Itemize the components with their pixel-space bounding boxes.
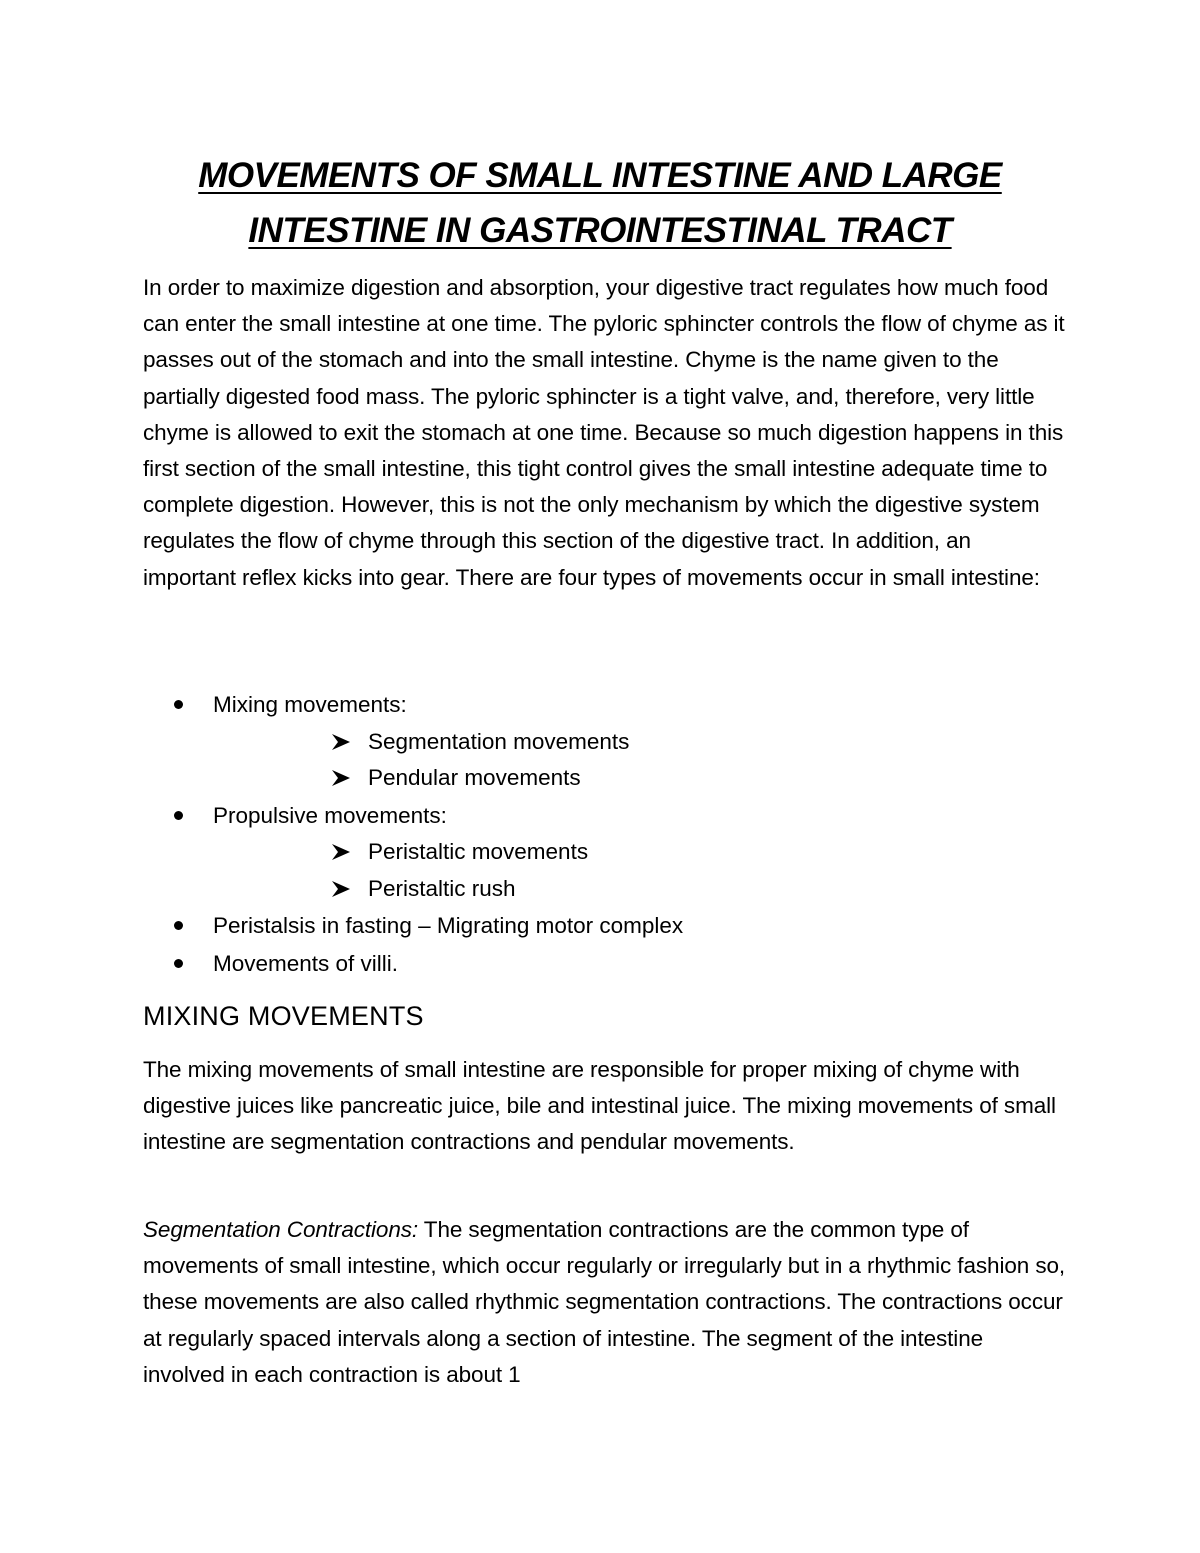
arrowhead-bullet-icon (330, 880, 352, 898)
page-title (120, 148, 1080, 258)
sub-list-item (0, 724, 1200, 761)
sub-list-item-text: Peristaltic rush (368, 875, 516, 901)
sub-list-item-text: Segmentation movements (368, 728, 630, 754)
segmentation-paragraph (143, 1212, 1068, 1393)
list-item-text: Movements of villi. (213, 950, 399, 976)
bullet-icon (174, 959, 183, 968)
bullet-icon (174, 700, 183, 709)
list-item (0, 945, 1200, 983)
title-line-1: MOVEMENTS OF SMALL INTESTINE AND LARGE (198, 156, 1002, 195)
sub-list-item-text: Pendular movements (368, 765, 581, 790)
list-item-text: Peristalsis in fasting – Migrating motor complex (213, 913, 684, 938)
title-line-2: INTESTINE IN GASTROINTESTINAL TRACT (248, 211, 952, 250)
arrowhead-bullet-icon (330, 843, 352, 861)
list-item-text: Propulsive movements: (213, 802, 447, 828)
bullet-icon (174, 921, 183, 930)
list-item (0, 797, 1200, 835)
arrowhead-bullet-icon (330, 769, 352, 787)
movement-types-list (0, 686, 1200, 982)
intro-paragraph: In order to maximize digestion and absorption, your digestive tract regulates how much food can enter the small intestine at one time. The pyloric sphincter controls the flow of chyme as it passes out of the stomach and into the small intestine. Chyme is the name given to the partially digested food mass. The pyloric sphincter is a tight valve, and, therefore, very little chyme is allowed to exit the stomach at one time. Because so much digestion happens in this first section of the small intestine, this tight control gives the small intestine adequate time to complete digestion. However, this is not the only mechanism by which the digestive system regulates the flow of chyme through this section of the digestive tract. In addition, an important reflex kicks into gear. There are four types of movements occur in small intestine: (143, 275, 1065, 590)
list-item (0, 907, 1200, 945)
sub-list-item (0, 760, 1200, 797)
list-item (0, 686, 1200, 724)
segmentation-text: The segmentation contractions are the common type of movements of small intestine, which occur regularly or irregularly but in a rhythmic fashion so, these movements are also called rhythmic segmentation contractions. The contractions occur at regularly spaced intervals along a section of intestine. The segment of the intestine involved in each contraction is about 1 (143, 1217, 1066, 1387)
sub-list-item (0, 871, 1200, 908)
sub-list-item (0, 834, 1200, 871)
segmentation-label: Segmentation Contractions: (143, 1217, 419, 1242)
mixing-movements-paragraph: The mixing movements of small intestine are responsible for proper mixing of chyme with digestive juices like pancreatic juice, bile and intestinal juice. The mixing movements of small intestine are segmentation contractions and pendular movements. (143, 1057, 1056, 1155)
bullet-icon (174, 811, 183, 820)
list-item-text: Mixing movements: (213, 692, 407, 717)
arrowhead-bullet-icon (330, 733, 352, 751)
sub-list-item-text: Peristaltic movements (368, 839, 589, 864)
section-heading-mixing-movements: MIXING MOVEMENTS (143, 1001, 424, 1031)
